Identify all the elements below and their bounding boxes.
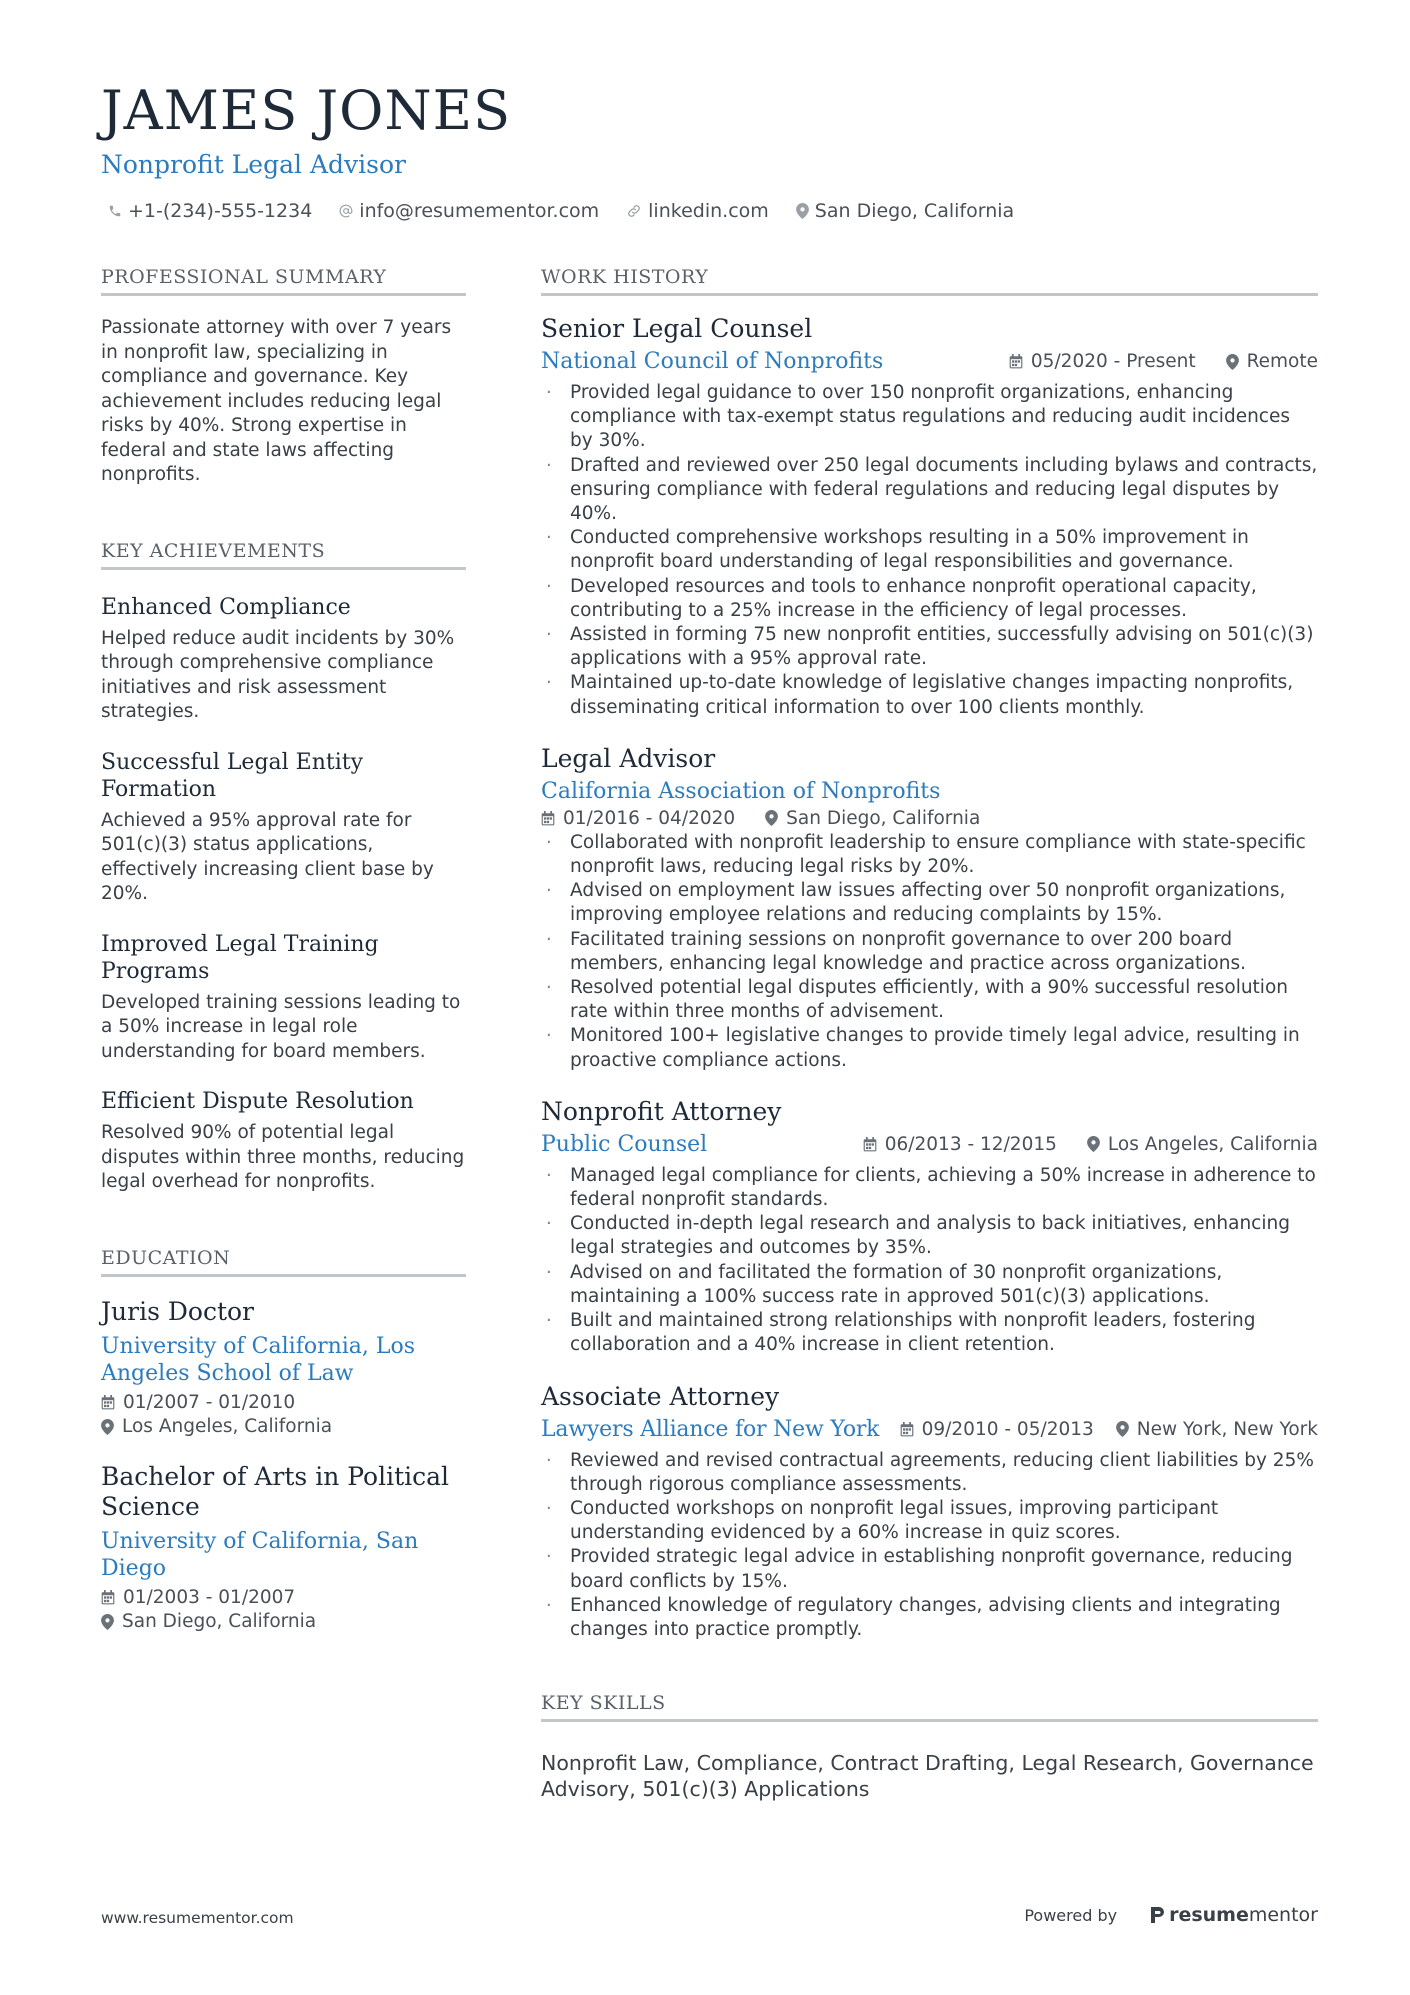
calendar-icon <box>1009 354 1023 369</box>
achievement-item <box>101 594 466 725</box>
job-dates-text: 09/2010 - 05/2013 <box>921 1418 1094 1440</box>
education-heading: EDUCATION <box>101 1247 466 1277</box>
achievement-desc: Developed training sessions leading to a 50% increase in legal role understanding for board members. <box>101 991 461 1062</box>
job-bullet: · Built and maintained strong relationships with nonprofit leaders, fostering collaboration and a 40% increase in client retention. <box>541 1309 1318 1357</box>
contact-bar <box>108 200 1041 222</box>
job-bullet: · Collaborated with nonprofit leadership to ensure compliance with state-specific nonprofit laws, reducing legal risks by 20%. <box>541 831 1318 879</box>
edu-dates-text: 01/2003 - 01/2007 <box>123 1586 296 1608</box>
job-entry <box>541 314 1318 720</box>
at-icon <box>339 204 353 218</box>
job-location <box>1226 351 1318 372</box>
location-pin-icon <box>1226 354 1239 370</box>
job-row <box>541 1416 1318 1443</box>
job-dates <box>863 1134 1057 1155</box>
linkedin-text: linkedin.com <box>648 200 769 222</box>
achievement-item <box>101 1088 466 1195</box>
skills-text: Nonprofit Law, Compliance, Contract Drafting, Legal Research, Governance Advisory, 501(c)(3) Applications <box>541 1751 1314 1802</box>
edu-location-text: Los Angeles, California <box>122 1416 333 1437</box>
achievement-desc: Helped reduce audit incidents by 30% through comprehensive compliance initiatives and risk assessment strategies. <box>101 627 455 722</box>
edu-degree: Juris Doctor <box>101 1296 254 1326</box>
location-pin-icon <box>101 1614 114 1630</box>
location-pin-icon <box>796 203 809 219</box>
job-entry <box>541 744 1318 1073</box>
brand-name-bold: resume <box>1169 1904 1249 1926</box>
job-bullet: · Reviewed and revised contractual agreements, reducing client liabilities by 25% through rigorous compliance assessments. <box>541 1449 1318 1497</box>
job-company: Lawyers Alliance for New York <box>541 1416 880 1442</box>
location-pin-icon <box>101 1419 114 1435</box>
job-dates <box>900 1419 1094 1440</box>
footer-branding <box>1024 1904 1318 1926</box>
job-bullets <box>541 381 1318 720</box>
job-company: National Council of Nonprofits <box>541 349 884 374</box>
education-item <box>101 1297 466 1440</box>
job-bullet: · Provided legal guidance to over 150 nonprofit organizations, enhancing compliance with tax-exempt status regulations and reducing audit incidences by 30%. <box>541 381 1318 454</box>
job-bullets <box>541 831 1318 1073</box>
left-column <box>101 266 466 1635</box>
achievement-title: Enhanced Compliance <box>101 594 351 620</box>
powered-by-label: Powered by <box>1024 1905 1118 1925</box>
contact-phone <box>108 200 312 222</box>
achievement-title: Improved Legal Training Programs <box>101 931 379 984</box>
achievement-title: Efficient Dispute Resolution <box>101 1089 414 1114</box>
contact-email[interactable] <box>339 200 599 222</box>
achievement-item <box>101 749 466 907</box>
work-heading: WORK HISTORY <box>541 266 1318 296</box>
education-item <box>101 1462 466 1635</box>
summary-heading: PROFESSIONAL SUMMARY <box>101 266 466 296</box>
summary-text: Passionate attorney with over 7 years in nonprofit law, specializing in compliance and governance. Key achievement includes reducing legal risks by 40%. Strong expertise in federal and state laws affecting nonprofits. <box>101 317 452 485</box>
resumementor-logo-icon <box>1149 1905 1165 1925</box>
job-bullet: · Enhanced knowledge of regulatory changes, advising clients and integrating changes into practice promptly. <box>541 1594 1318 1642</box>
job-location <box>1087 1134 1318 1155</box>
job-entry <box>541 1382 1318 1643</box>
calendar-icon <box>101 1395 115 1410</box>
achievement-desc: Resolved 90% of potential legal disputes within three months, reducing legal overhead for nonprofits. <box>101 1122 465 1192</box>
right-column <box>541 266 1318 1802</box>
job-dates-text: 06/2013 - 12/2015 <box>884 1133 1057 1155</box>
edu-school: University of California, San Diego <box>101 1528 419 1581</box>
edu-location-text: San Diego, California <box>122 1611 317 1632</box>
footer-website[interactable]: www.resumementor.com <box>101 1909 294 1927</box>
job-title: Associate Attorney <box>541 1381 780 1411</box>
edu-dates <box>101 1586 466 1611</box>
job-meta <box>541 808 1318 829</box>
location-pin-icon <box>1116 1421 1129 1437</box>
skills-heading: KEY SKILLS <box>541 1692 1318 1722</box>
job-dates <box>1009 351 1196 372</box>
job-bullet: · Conducted comprehensive workshops resulting in a 50% improvement in nonprofit board understanding of legal responsibilities and governance. <box>541 526 1318 574</box>
edu-location <box>101 1415 466 1440</box>
job-bullets <box>541 1164 1318 1358</box>
job-meta <box>1009 351 1318 372</box>
job-dates-text: 05/2020 - Present <box>1030 351 1196 372</box>
phone-icon <box>108 204 122 218</box>
job-bullet: · Advised on employment law issues affecting over 50 nonprofit organizations, improving employee relations and reducing complaints by 15%. <box>541 879 1318 927</box>
job-bullet: · Drafted and reviewed over 250 legal documents including bylaws and contracts, ensuring compliance with federal regulations and reducing legal disputes by 40%. <box>541 454 1318 527</box>
job-bullet: · Maintained up-to-date knowledge of legislative changes impacting nonprofits, disseminating critical information to over 100 clients monthly. <box>541 671 1318 719</box>
job-bullet: · Assisted in forming 75 new nonprofit entities, successfully advising on 501(c)(3) applications with a 95% approval rate. <box>541 623 1318 671</box>
job-location-text: Los Angeles, California <box>1107 1133 1318 1155</box>
job-row <box>541 348 1318 375</box>
calendar-icon <box>900 1422 914 1437</box>
job-location <box>1116 1419 1318 1440</box>
job-dates <box>541 808 735 829</box>
candidate-title: Nonprofit Legal Advisor <box>101 150 406 179</box>
edu-school: University of California, Los Angeles School of Law <box>101 1333 416 1386</box>
job-bullet: · Monitored 100+ legislative changes to provide timely legal advice, resulting in proactive compliance actions. <box>541 1024 1318 1072</box>
job-bullet: · Conducted workshops on nonprofit legal issues, improving participant understanding evidenced by a 60% increase in quiz scores. <box>541 1497 1318 1545</box>
job-row <box>541 1131 1318 1158</box>
email-text: info@resumementor.com <box>359 200 600 222</box>
job-company: California Association of Nonprofits <box>541 778 941 804</box>
job-location <box>765 808 980 829</box>
job-location-text: San Diego, California <box>786 807 981 829</box>
job-bullet: · Conducted in-depth legal research and analysis to back initiatives, enhancing legal strategies and outcomes by 35%. <box>541 1212 1318 1260</box>
location-pin-icon <box>1087 1136 1100 1152</box>
job-entry <box>541 1097 1318 1358</box>
calendar-icon <box>863 1137 877 1152</box>
phone-text: +1-(234)-555-1234 <box>128 200 313 222</box>
calendar-icon <box>541 811 555 826</box>
contact-linkedin[interactable] <box>626 200 769 222</box>
edu-location <box>101 1610 466 1635</box>
job-meta <box>900 1419 1318 1440</box>
job-title: Legal Advisor <box>541 743 716 773</box>
job-bullet: · Resolved potential legal disputes efficiently, with a 90% successful resolution rate within three months of advisement. <box>541 976 1318 1024</box>
job-title: Nonprofit Attorney <box>541 1096 782 1126</box>
candidate-name: JAMES JONES <box>101 79 512 142</box>
achievements-heading: KEY ACHIEVEMENTS <box>101 540 466 570</box>
edu-dates <box>101 1391 466 1416</box>
job-company: Public Counsel <box>541 1131 708 1157</box>
job-bullet: · Provided strategic legal advice in establishing nonprofit governance, reducing board conflicts by 15%. <box>541 1545 1318 1593</box>
brand-logo <box>1149 1904 1318 1926</box>
contact-location <box>796 200 1014 222</box>
job-bullet: · Managed legal compliance for clients, achieving a 50% increase in adherence to federal nonprofit standards. <box>541 1164 1318 1212</box>
location-text: San Diego, California <box>814 200 1015 222</box>
job-bullet: · Advised on and facilitated the formation of 30 nonprofit organizations, maintaining a 100% success rate in approved 501(c)(3) applications. <box>541 1261 1318 1309</box>
job-location-text: New York, New York <box>1136 1418 1318 1440</box>
calendar-icon <box>101 1590 115 1605</box>
achievement-title: Successful Legal Entity Formation <box>101 749 364 802</box>
job-meta <box>863 1134 1318 1155</box>
job-bullet: · Developed resources and tools to enhance nonprofit operational capacity, contributing to a 25% increase in the efficiency of legal processes. <box>541 575 1318 623</box>
link-icon <box>626 203 642 219</box>
job-title: Senior Legal Counsel <box>541 314 813 343</box>
job-bullet: · Facilitated training sessions on nonprofit governance to over 200 board members, enhancing legal knowledge and practice across organizations. <box>541 928 1318 976</box>
location-pin-icon <box>765 810 778 826</box>
job-bullets <box>541 1449 1318 1643</box>
achievement-desc: Achieved a 95% approval rate for 501(c)(3) status applications, effectively increasing client base by 20%. <box>101 809 434 904</box>
brand-name-light: mentor <box>1248 1904 1318 1926</box>
job-dates-text: 01/2016 - 04/2020 <box>563 807 736 829</box>
achievement-item <box>101 931 466 1065</box>
edu-degree: Bachelor of Arts in Political Science <box>101 1461 450 1521</box>
edu-dates-text: 01/2007 - 01/2010 <box>123 1391 296 1413</box>
job-location-text: Remote <box>1246 351 1318 372</box>
